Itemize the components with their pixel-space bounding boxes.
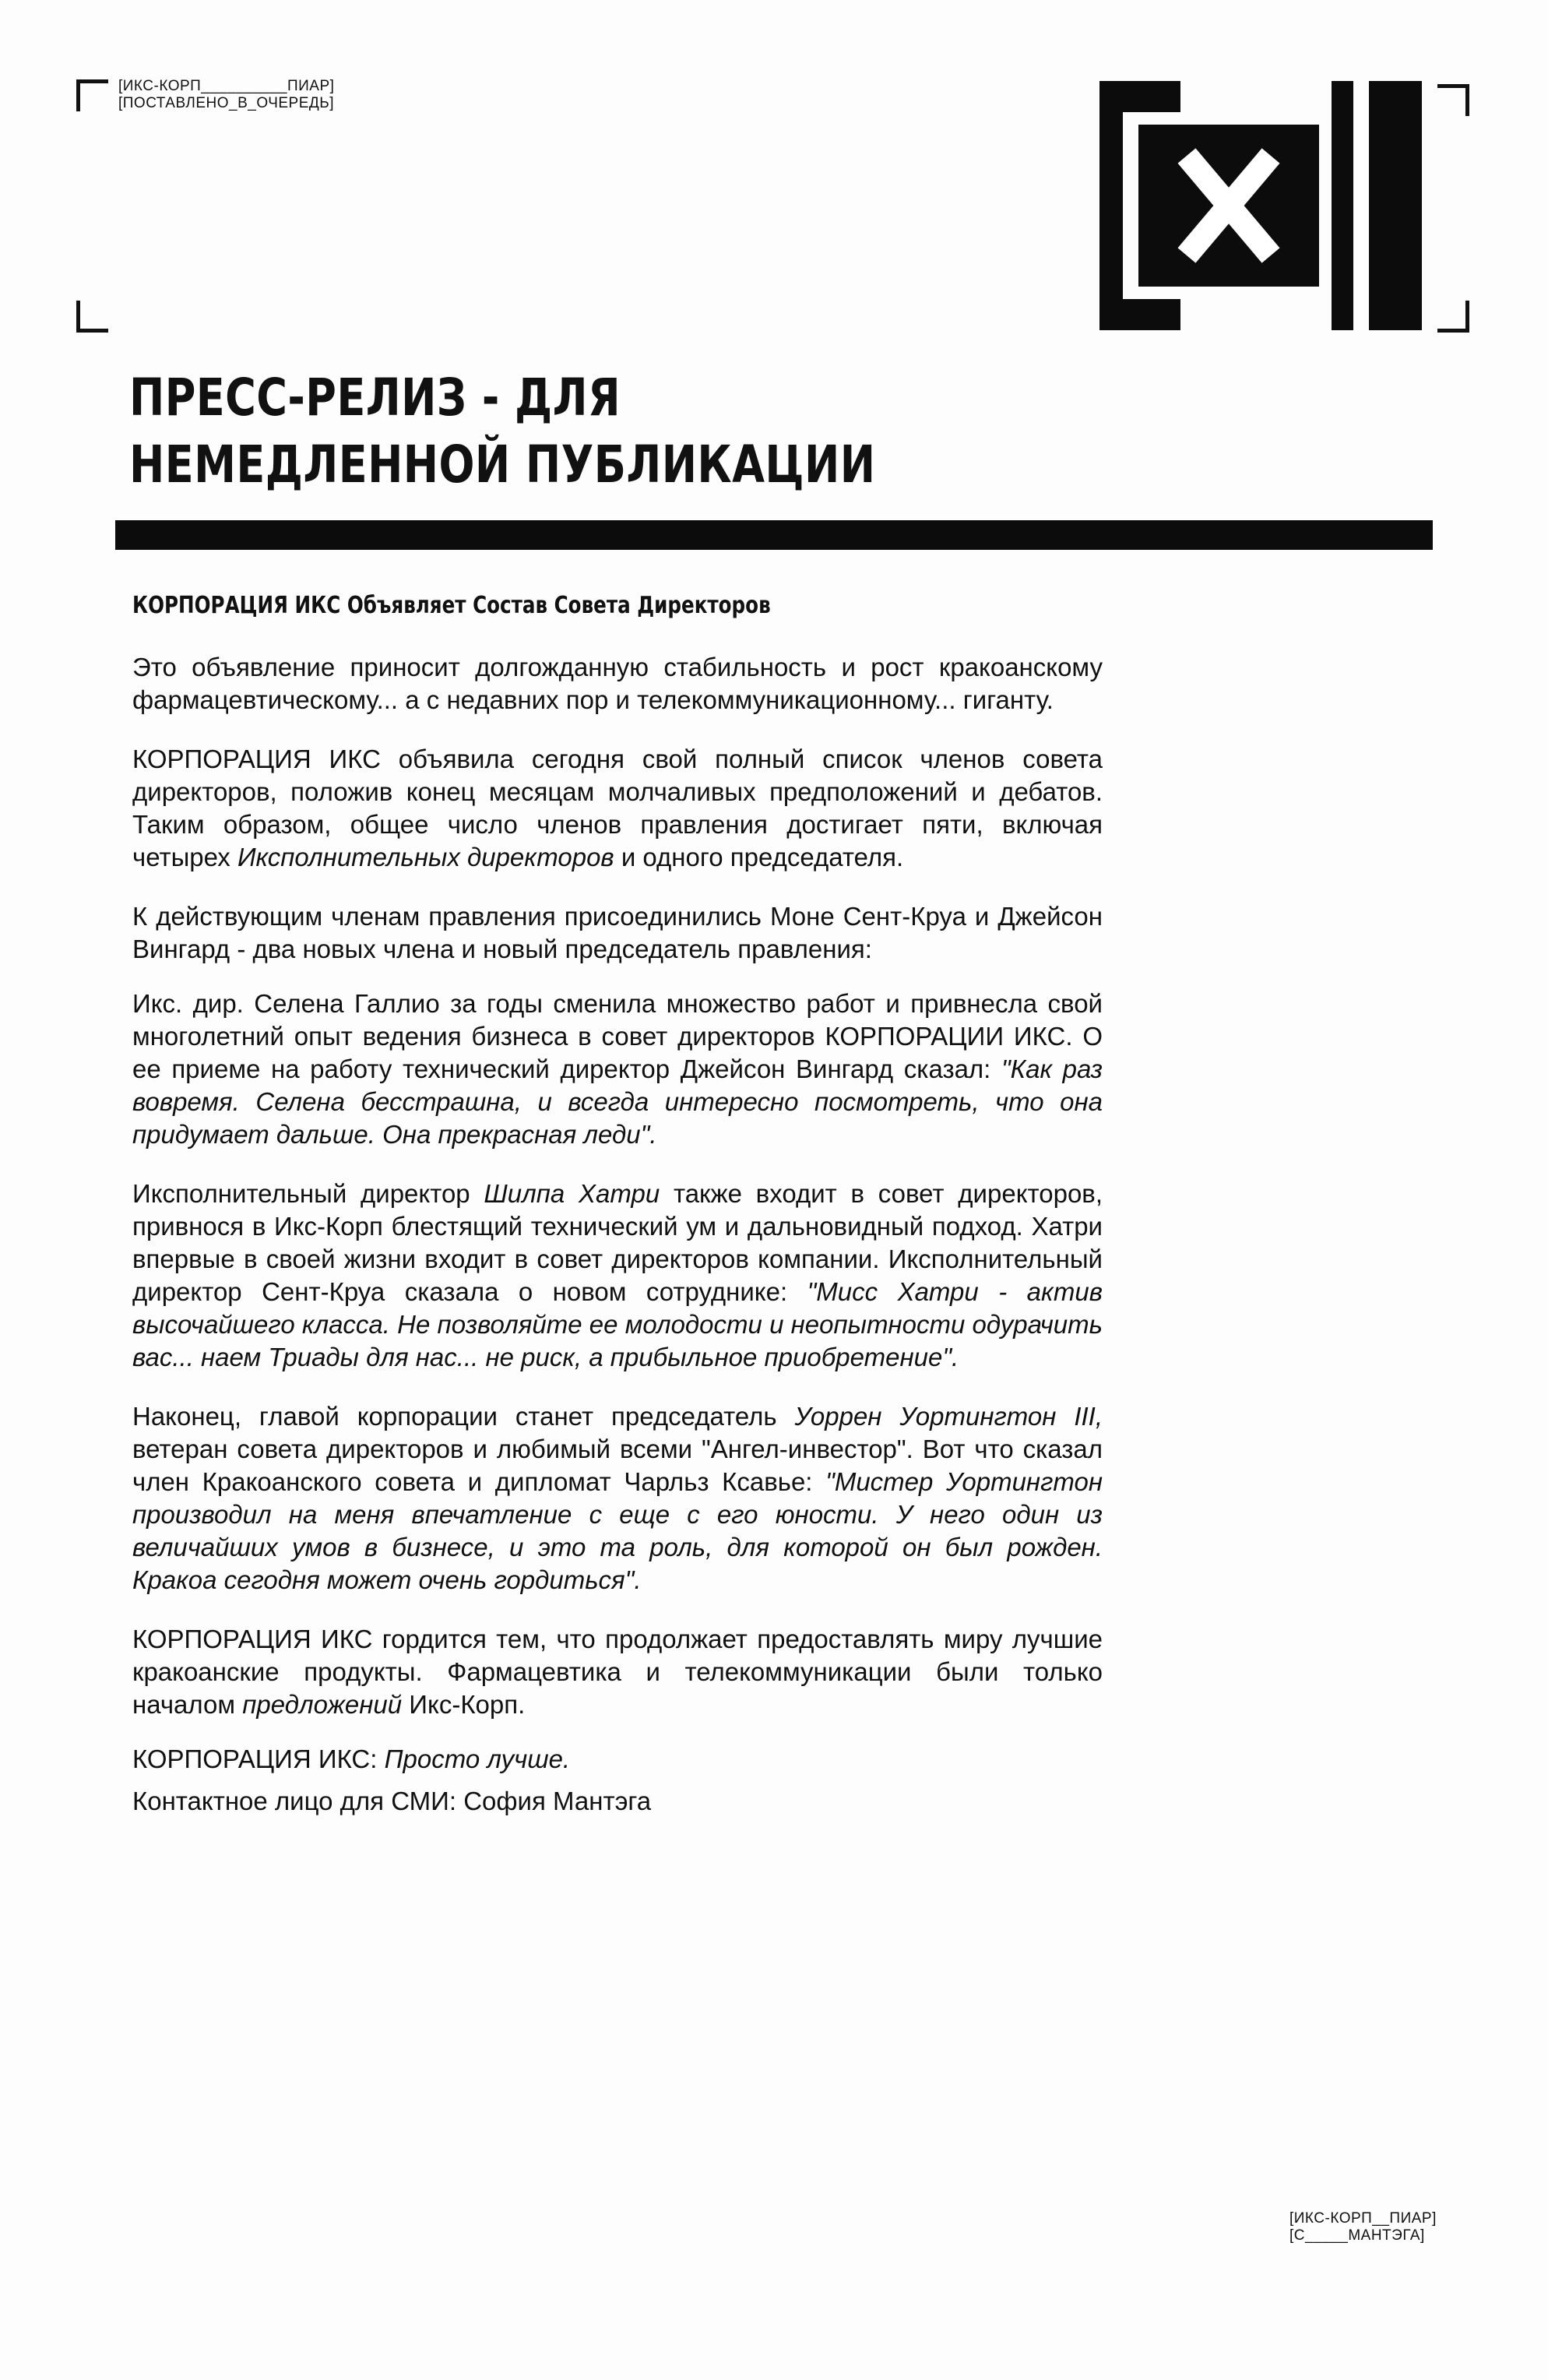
frame-corner-top-left <box>76 79 108 111</box>
media-contact: Контактное лицо для СМИ: София Мантэга <box>132 1787 652 1815</box>
announcement-heading: КОРПОРАЦИЯ ИКС Объявляет Состав Совета Директоров <box>132 592 771 619</box>
frame-corner-top-right <box>1437 84 1469 116</box>
paragraph-shilpa-khatri: Иксполнительный директор Шилпа Хатри также входит в совет директоров, привнося в Икс-Корп блестящий технический ум и дальновидный подход. Хатри впервые в своей жизни входит в совет директоров компании. Иксполнительный директор Сент-Круа сказала о новом сотруднике: "Мисс Хатри - актив высочайшего класса. Не позволяйте ее молодости и неопытности одурачить вас... наем Триады для нас... не риск, а прибыльное приобретение". <box>132 1179 1103 1371</box>
paragraph-selena-gallio: Икс. дир. Селена Галлио за годы сменила множество работ и привнесла свой многолетний опыт ведения бизнеса в совет директоров КОРПОРАЦИИ ИКС. О ее приеме на работу технический директор Джейсон Вингард сказал: "Как раз вовремя. Селена бесстрашна, и всегда интересно посмотреть, что она придумает дальше. Она прекрасная леди". <box>132 989 1103 1149</box>
quote-wingard: "Как раз вовремя. Селена бесстрашна, и всегда интересно посмотреть, что она придумает дальше. Она прекрасная леди". <box>132 1054 1103 1149</box>
paragraph-warren-worthington: Наконец, главой корпорации станет председатель Уоррен Уортингтон III, ветеран совета директоров и любимый всеми "Ангел-инвестор". Вот что сказал член Кракоанского совета и дипломат Чарльз Ксавье: "Мистер Уортингтон производил на меня впечатление с еще с его юности. У него один из величайших умов в бизнесе, и это та роль, для которой он был рожден. Кракоа сегодня может очень гордиться". <box>132 1402 1103 1594</box>
frame-corner-bottom-left <box>76 301 108 333</box>
footer-tag-line-2: [С_____МАНТЭГА] <box>1289 2227 1425 2244</box>
header-tag-line-1: [ИКС-КОРП__________ПИАР] <box>118 78 335 94</box>
paragraph-intro: Это объявление приносит долгожданную стабильность и рост кракоанскому фармацевтическому... а с недавних пор и телекоммуникационному... гиганту. <box>132 653 1103 714</box>
footer-tag <box>1289 2210 1437 2244</box>
title-divider <box>115 520 1433 550</box>
slogan: КОРПОРАЦИЯ ИКС: Просто лучше. <box>132 1745 571 1773</box>
header-tag <box>118 78 334 112</box>
quote-xavier: "Мистер Уортингтон производил на меня впечатление с еще с его юности. У него один из величайших умов в бизнесе, и это та роль, для которой он был рожден. Кракоа сегодня может очень гордиться". <box>132 1467 1103 1594</box>
footer-tag-line-1: [ИКС-КОРП__ПИАР] <box>1289 2210 1437 2227</box>
quote-st-croix: "Мисс Хатри - актив высочайшего класса. Не позволяйте ее молодости и неопытности одурачить вас... наем Триады для нас... не риск, а прибыльное приобретение". <box>132 1277 1103 1371</box>
frame-corner-bottom-right <box>1437 301 1469 333</box>
x-corp-logo-icon <box>1099 81 1422 330</box>
paragraph-board-list: КОРПОРАЦИЯ ИКС объявила сегодня свой полный список членов совета директоров, положив конец месяцам молчаливых предположений и дебатов. Таким образом, общее число членов правления достигает пяти, включая четырех Иксполнительных директоров и одного председателя. <box>132 745 1103 871</box>
page-title-line-2: НЕМЕДЛЕННОЙ ПУБЛИКАЦИИ <box>129 435 876 495</box>
paragraph-new-members: К действующим членам правления присоединились Моне Сент-Круа и Джейсон Вингард - два новых члена и новый председатель правления: <box>132 902 1103 963</box>
page-title-line-1: ПРЕСС-РЕЛИЗ - ДЛЯ <box>129 368 621 428</box>
paragraph-closing: КОРПОРАЦИЯ ИКС гордится тем, что продолжает предоставлять миру лучшие кракоанские продукты. Фармацевтика и телекоммуникации были только началом предложений Икс-Корп. <box>132 1625 1103 1719</box>
header-tag-line-2: [ПОСТАВЛЕНО_В_ОЧЕРЕДЬ] <box>118 95 335 111</box>
press-release-body <box>132 651 1103 1844</box>
page-title <box>129 364 1023 498</box>
